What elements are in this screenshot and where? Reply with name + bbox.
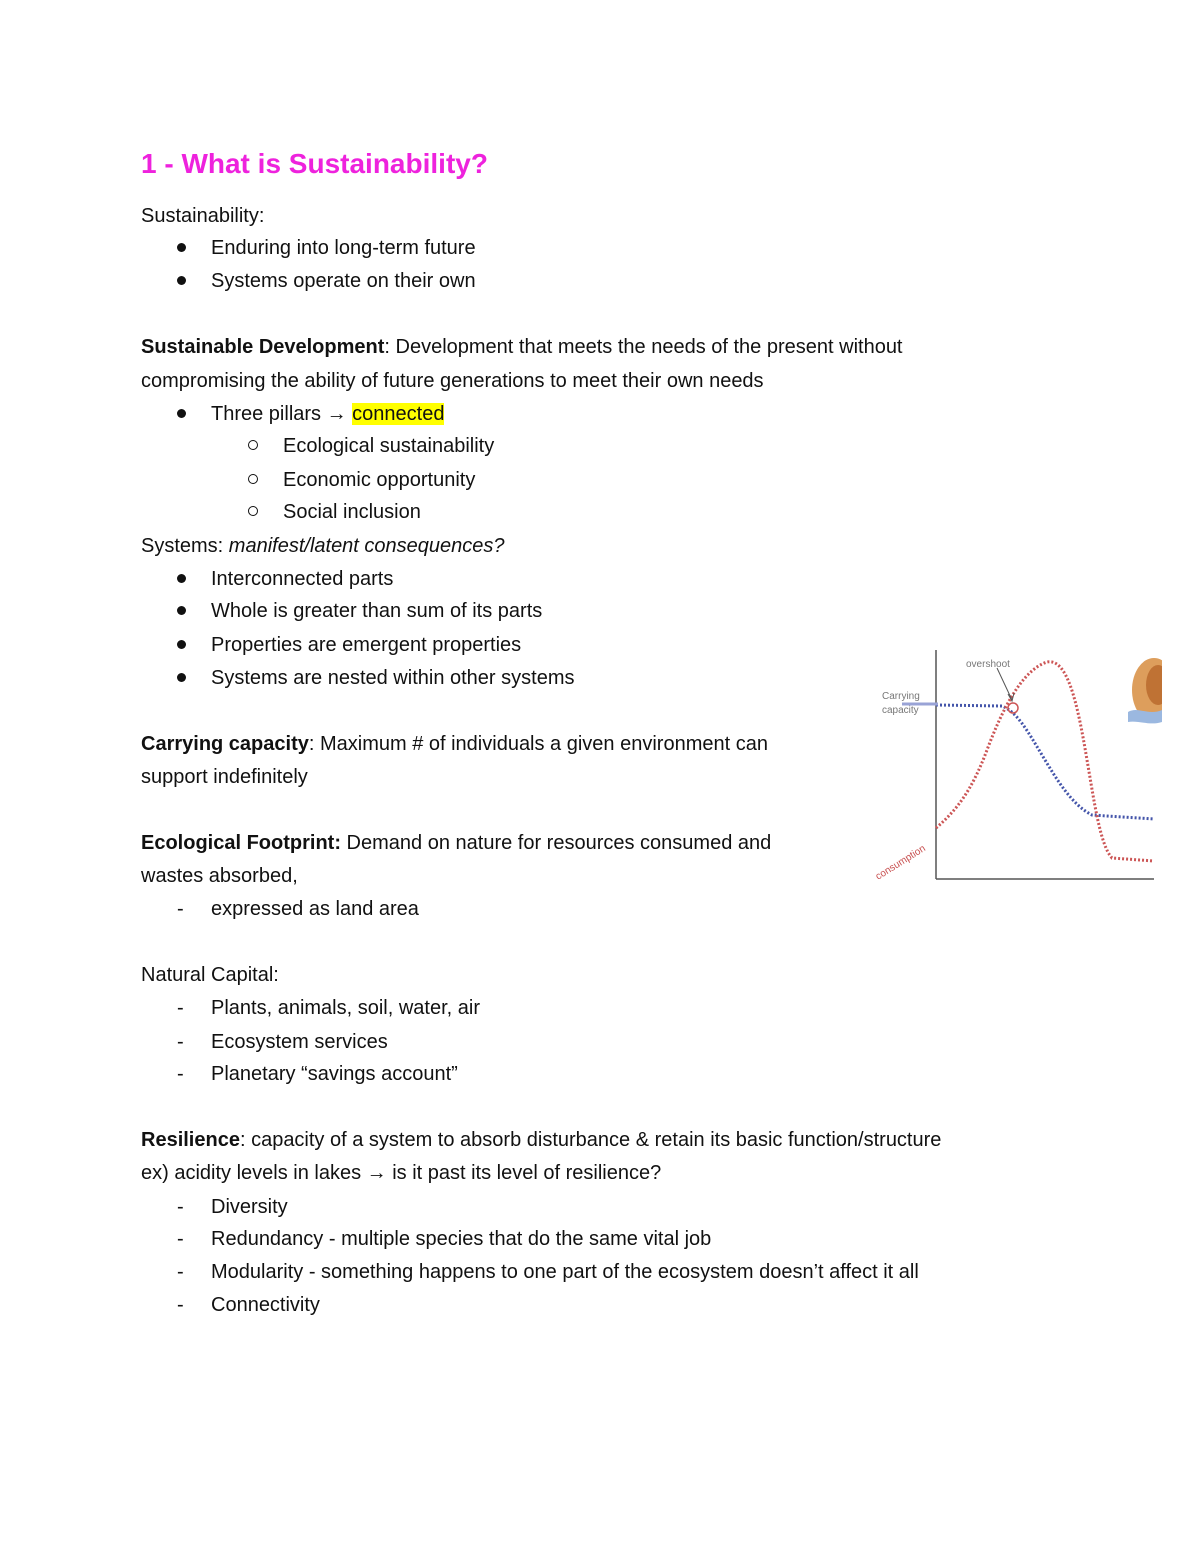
- list-item: Whole is greater than sum of its parts: [211, 600, 543, 622]
- list-item: expressed as land area: [211, 898, 419, 920]
- list-item: Properties are emergent properties: [211, 634, 522, 656]
- term-sustainable-development: Sustainable Development: [141, 336, 385, 358]
- overshoot-figure: [862, 640, 1162, 890]
- dash-bullet: -: [177, 1031, 184, 1053]
- globe-illustration-icon: [1128, 658, 1162, 723]
- sub-list-item: Economic opportunity: [283, 469, 476, 491]
- definition-text: : Maximum # of individuals a given environment can: [308, 733, 768, 755]
- list-item: Enduring into long-term future: [211, 237, 476, 259]
- list-item: Systems are nested within other systems: [211, 667, 575, 689]
- term-ecological-footprint: Ecological Footprint:: [141, 832, 341, 854]
- pillars-prefix: Three pillars →: [211, 403, 353, 425]
- page-title: 1 - What is Sustainability?: [141, 148, 488, 179]
- definition-text: wastes absorbed,: [141, 865, 298, 887]
- overshoot-label: overshoot: [966, 659, 1010, 670]
- definition-text: support indefinitely: [141, 766, 308, 788]
- circle-bullet-icon: [248, 432, 258, 460]
- bullet-icon: [177, 400, 186, 428]
- overshoot-marker: [1008, 703, 1018, 713]
- dash-bullet: -: [177, 997, 184, 1019]
- sub-list-item: Ecological sustainability: [283, 435, 495, 457]
- list-item: Interconnected parts: [211, 568, 394, 590]
- dash-bullet: -: [177, 1294, 184, 1316]
- bullet-icon: [177, 234, 186, 262]
- dash-bullet: -: [177, 898, 184, 920]
- highlighted-text: connected: [352, 403, 445, 425]
- dash-bullet: -: [177, 1196, 184, 1218]
- list-item: Modularity - something happens to one part of the ecosystem doesn’t affect it all: [211, 1261, 919, 1283]
- ecological-footprint-definition: [141, 829, 771, 857]
- definition-text: compromising the ability of future generations to meet their own needs: [141, 370, 764, 392]
- bullet-icon: [177, 597, 186, 625]
- natural-capital-heading: Natural Capital:: [141, 964, 279, 986]
- resilience-definition: [141, 1126, 941, 1154]
- carrying-capacity-definition: [141, 730, 768, 758]
- term-resilience: Resilience: [141, 1129, 240, 1151]
- circle-bullet-icon: [248, 466, 258, 494]
- carrying-capacity-label: capacity: [882, 705, 919, 716]
- systems-label: Systems:: [141, 535, 229, 557]
- overshoot-graph: [862, 640, 1162, 890]
- overshoot-arrow: [997, 668, 1012, 700]
- list-item-pillars: [211, 400, 444, 428]
- definition-text: ex) acidity levels in lakes → is it past its level of resilience?: [141, 1162, 662, 1184]
- bullet-icon: [177, 631, 186, 659]
- definition-text: : Development that meets the needs of the present without: [384, 336, 903, 358]
- list-item: Diversity: [211, 1196, 288, 1218]
- carrying-capacity-label: Carrying: [882, 691, 920, 702]
- list-item: Connectivity: [211, 1294, 320, 1316]
- bullet-icon: [177, 565, 186, 593]
- sustainability-heading: Sustainability:: [141, 205, 265, 227]
- systems-heading: [141, 532, 505, 560]
- list-item: Plants, animals, soil, water, air: [211, 997, 480, 1019]
- list-item: Planetary “savings account”: [211, 1063, 458, 1085]
- list-item: Ecosystem services: [211, 1031, 388, 1053]
- sustainable-development-definition: [141, 333, 903, 361]
- definition-text: : capacity of a system to absorb disturbance & retain its basic function/structure: [239, 1129, 942, 1151]
- carrying-capacity-curve: [936, 705, 1154, 819]
- list-item: Redundancy - multiple species that do the same vital job: [211, 1228, 712, 1250]
- consumption-label: consumption: [873, 843, 928, 883]
- circle-bullet-icon: [248, 498, 258, 526]
- bullet-icon: [177, 664, 186, 692]
- definition-text: Demand on nature for resources consumed and: [341, 832, 772, 854]
- bullet-icon: [177, 267, 186, 295]
- list-item: Systems operate on their own: [211, 270, 476, 292]
- systems-subtitle: manifest/latent consequences?: [228, 535, 505, 557]
- sub-list-item: Social inclusion: [283, 501, 421, 523]
- dash-bullet: -: [177, 1261, 184, 1283]
- dash-bullet: -: [177, 1063, 184, 1085]
- dash-bullet: -: [177, 1228, 184, 1250]
- term-carrying-capacity: Carrying capacity: [141, 733, 309, 755]
